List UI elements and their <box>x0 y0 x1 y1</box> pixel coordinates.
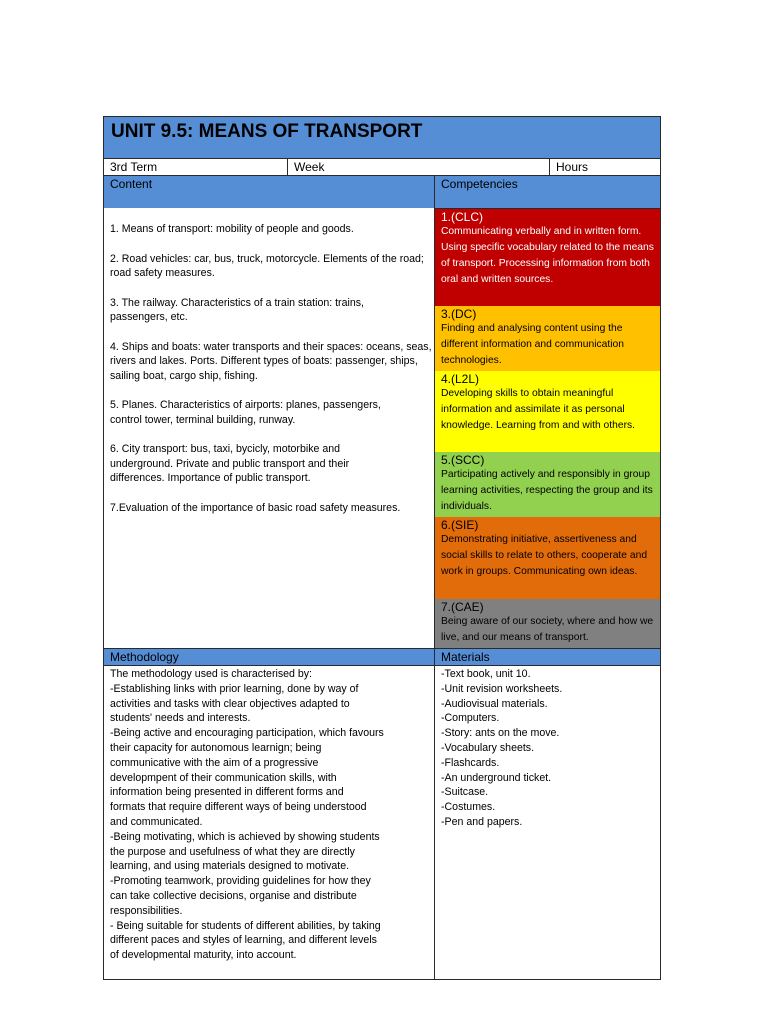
content-item: 6. City transport: bus, taxi, bycicly, motorbike and underground. Private and public transport and their differences. Importance of public transport. <box>110 443 350 484</box>
competency-l2l <box>434 371 661 452</box>
methodology-line: and communicated. <box>110 815 203 828</box>
methodology-line: their capacity for autonomous learnign; being <box>110 741 322 754</box>
methodology-line: - Being suitable for students of different abilities, by taking <box>110 919 381 932</box>
competency-code: 5.(SCC) <box>441 453 485 467</box>
methodology-line: the purpose and usefulness of what they are directly <box>110 845 355 858</box>
material-item: -Flashcards. <box>441 756 500 769</box>
competency-sie <box>434 517 661 599</box>
methodology-line: communicative with the aim of a progressive <box>110 756 319 769</box>
material-item: -Pen and papers. <box>441 815 523 828</box>
methodology-line: activities and tasks with clear objectives adapted to <box>110 697 350 710</box>
methodology-line: responsibilities. <box>110 904 183 917</box>
week-label: Week <box>288 159 550 175</box>
material-item: -An underground ticket. <box>441 771 552 784</box>
material-item: -Vocabulary sheets. <box>441 741 535 754</box>
content-item: 3. The railway. Characteristics of a train station: trains, passengers, etc. <box>110 296 364 323</box>
methodology-line: different paces and styles of learning, and different levels <box>110 934 377 947</box>
materials-list <box>434 666 661 980</box>
competency-code: 1.(CLC) <box>441 210 484 224</box>
competency-code: 6.(SIE) <box>441 518 479 532</box>
competency-text: Finding and analysing content using the different information and communication technologies. <box>441 323 624 367</box>
content-header: Content <box>103 176 435 209</box>
content-item: 7.Evaluation of the importance of basic road safety measures. <box>110 501 401 514</box>
methodology-line: developmpent of their communication skills, with <box>110 771 337 784</box>
competency-dc <box>434 306 661 371</box>
methodology-line: of developmental maturity, into account. <box>110 949 297 962</box>
term-row <box>103 159 661 176</box>
unit-title: UNIT 9.5: MEANS OF TRANSPORT <box>103 116 661 159</box>
material-item: -Audiovisual materials. <box>441 697 548 710</box>
content-list <box>103 208 435 649</box>
competency-scc <box>434 452 661 517</box>
methodology-line: can take collective decisions, organise and distribute <box>110 889 357 902</box>
methodology-line: learning, and using materials designed to motivate. <box>110 860 350 873</box>
content-item: 4. Ships and boats: water transports and their spaces: oceans, seas, rivers and lakes. Ports. Different types of boats: passenger, ships, sailing boat, cargo ship, fishing. <box>110 340 432 382</box>
competency-clc <box>434 208 661 306</box>
material-item: -Computers. <box>441 712 500 725</box>
competency-cae <box>434 599 661 649</box>
material-item: -Text book, unit 10. <box>441 668 531 680</box>
methodology-line: information being presented in different forms and <box>110 786 344 799</box>
competency-code: 7.(CAE) <box>441 600 484 614</box>
term-label: 3rd Term <box>104 159 288 175</box>
competency-text: Developing skills to obtain meaningful information and assimilate it as personal knowledge. Learning from and with others. <box>441 388 636 432</box>
competency-code: 4.(L2L) <box>441 372 480 386</box>
competency-text: Participating actively and responsibly in group learning activities, respecting the group and its individuals. <box>441 469 653 513</box>
material-item: -Unit revision worksheets. <box>441 682 563 695</box>
methodology-line: students' needs and interests. <box>110 712 251 725</box>
methodology-line: -Being motivating, which is achieved by showing students <box>110 830 380 843</box>
competency-text: Demonstrating initiative, assertiveness and social skills to relate to others, cooperate and work in groups. Communicating own ideas. <box>441 534 648 578</box>
content-item: 2. Road vehicles: car, bus, truck, motorcycle. Elements of the road; road safety measures. <box>110 252 424 279</box>
content-item: 5. Planes. Characteristics of airports: planes, passengers, control tower, terminal building, runway. <box>110 399 381 426</box>
material-item: -Costumes. <box>441 801 496 814</box>
methodology-line: formats that require different ways of being understood <box>110 801 367 814</box>
methodology-text <box>103 666 435 980</box>
competencies-header: Competencies <box>434 176 661 209</box>
methodology-header: Methodology <box>103 648 435 666</box>
competency-text: Communicating verbally and in written form. Using specific vocabulary related to the means of transport. Processing information from both oral and written sources. <box>441 226 654 286</box>
methodology-line: -Establishing links with prior learning, done by way of <box>110 682 359 695</box>
hours-label: Hours <box>556 160 589 174</box>
competency-code: 3.(DC) <box>441 307 477 321</box>
material-item: -Story: ants on the move. <box>441 727 560 740</box>
materials-header: Materials <box>434 648 661 666</box>
content-item: 1. Means of transport: mobility of people and goods. <box>110 223 354 235</box>
methodology-line: The methodology used is characterised by: <box>110 668 312 680</box>
methodology-line: -Being active and encouraging participation, which favours <box>110 727 384 740</box>
competency-text: Being aware of our society, where and how we live, and our means of transport. <box>441 616 654 644</box>
methodology-line: -Promoting teamwork, providing guidelines for how they <box>110 875 371 888</box>
material-item: -Suitcase. <box>441 786 489 799</box>
